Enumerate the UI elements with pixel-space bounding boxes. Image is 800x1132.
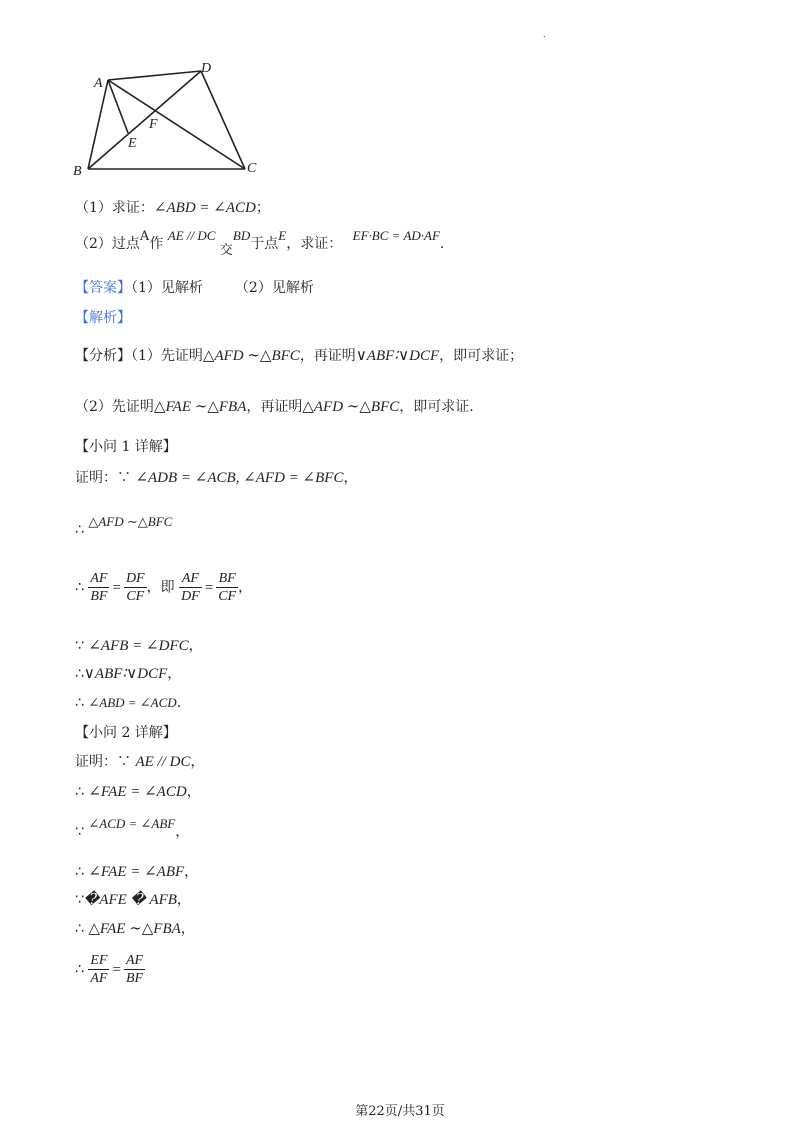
part2-l3-math: ∠ACD = ∠ABF: [88, 816, 176, 831]
fraction-af-bf-2: $\frac{AF}{BF}$: [125, 953, 144, 986]
part2-title: 【小问 2 详解】: [75, 725, 177, 741]
segment-bd: [88, 71, 201, 169]
part2-line-5: ∵�AFE � AFB，: [75, 892, 191, 908]
segment-ab: [88, 80, 108, 169]
q1-prefix: （1）求证：: [75, 200, 154, 216]
segment-ad: [108, 71, 201, 80]
part2-l1-math: AE // DC: [135, 754, 191, 770]
q2-qiuzheng: ，求证：: [286, 236, 343, 252]
part1-l2-math: △AFD ∼△BFC: [88, 514, 173, 529]
part2-line-2: ∴ ∠FAE = ∠ACD，: [75, 784, 201, 800]
part1-line-2: ∴ △AFD ∼△BFC: [75, 514, 173, 538]
q1-math: ∠ABD = ∠ACD: [153, 200, 256, 216]
label-e: E: [128, 136, 137, 151]
part2-line-6: ∴ △FAE ∼△FBA，: [75, 921, 195, 937]
fraction-bf-cf: $\frac{BF}{CF}$: [218, 571, 237, 604]
question-1: [75, 198, 270, 218]
label-b: B: [73, 164, 82, 179]
geometry-figure: [70, 55, 270, 185]
part2-line-1: 证明：∵ AE // DC，: [75, 754, 205, 770]
fraction-ef-af: $\frac{EF}{AF}$: [90, 953, 108, 986]
q2-yudian: 于点: [250, 236, 279, 252]
q1-suffix: ；: [255, 200, 270, 216]
q2-zuo: 作: [149, 236, 164, 252]
part1-l5-math: ∨ABF∶∨DCF: [83, 666, 168, 682]
analysis-1-math-2: ∨ABF∶∨DCF: [355, 348, 440, 364]
q2-e: E: [278, 228, 287, 243]
part2-l6-math: △FAE ∼△FBA: [88, 921, 181, 937]
fraction-af-bf: $\frac{AF}{BF}$: [90, 571, 108, 604]
analysis-line-1: 【分析】（1）先证明△AFD ∼△BFC，再证明∨ABF∶∨DCF，即可求证；: [75, 348, 524, 364]
analysis-1-math-1: △AFD ∼△BFC: [202, 348, 300, 364]
part2-line-7: ∴ $\frac{EF}{AF}$ = $\frac{AF}{BF}$: [75, 953, 144, 986]
answer-part-2: （2）见解析: [234, 280, 314, 296]
analysis-line-2: （2）先证明△FAE ∼△FBA，再证明△AFD ∼△BFC，即可求证.: [75, 399, 474, 415]
q2-jiao: 交: [219, 243, 233, 258]
analysis-2-math-2: △AFD ∼△BFC: [302, 399, 400, 415]
label-a: A: [94, 76, 103, 91]
part1-l4-math: ∠AFB = ∠DFC: [88, 638, 189, 654]
answer-part-1: （1）见解析: [131, 280, 203, 296]
q2-end: .: [439, 236, 445, 252]
part2-l2-math: ∠FAE = ∠ACD: [88, 784, 187, 800]
part1-l1-math: ∠ADB = ∠ACB, ∠AFD = ∠BFC: [135, 470, 344, 486]
label-c: C: [247, 161, 257, 176]
answer-tag: 【答案】: [75, 280, 131, 296]
jiexi-tag: 【解析】: [75, 310, 131, 326]
part1-line-1: 证明：∵ ∠ADB = ∠ACB, ∠AFD = ∠BFC，: [75, 470, 358, 486]
part2-l4-math: ∠FAE = ∠ABF: [88, 864, 185, 880]
q2-ae-dc: AE // DC: [167, 228, 216, 243]
part1-line-4: ∵ ∠AFB = ∠DFC，: [75, 638, 203, 654]
question-2: [75, 228, 445, 258]
corner-dot: .: [543, 30, 546, 39]
segment-ae: [108, 80, 128, 133]
fraction-af-df: $\frac{AF}{DF}$: [181, 571, 200, 604]
q2-prefix: （2）过点: [75, 236, 140, 252]
label-f: F: [149, 117, 158, 132]
part1-line-5: ∴∨ABF∶∨DCF，: [75, 666, 182, 682]
analysis-2-math-1: △FAE ∼△FBA: [153, 399, 247, 415]
part2-line-4: ∴ ∠FAE = ∠ABF，: [75, 864, 199, 880]
q2-bd: BD: [232, 228, 251, 243]
fraction-df-cf: $\frac{DF}{CF}$: [125, 571, 145, 604]
part1-line-3: ∴ $\frac{AF}{BF}$ = $\frac{DF}{CF}$ ，即 $\frac{AF}{DF}$ = $\frac{BF}{CF}$ ，: [75, 571, 253, 604]
part1-l6-math: ∠ABD = ∠ACD: [88, 695, 177, 710]
part2-l5-math: �AFE � AFB: [83, 892, 177, 908]
jiexi-line: [75, 308, 131, 328]
part2-line-3: ∵ ∠ACD = ∠ABF，: [75, 816, 190, 840]
label-d: D: [201, 61, 212, 76]
part1-line-6: ∴ ∠ABD = ∠ACD.: [75, 695, 182, 711]
q2-math: EF·BC = AD·AF: [352, 228, 440, 243]
page-footer: 第22页/共31页: [355, 1104, 445, 1119]
part1-title: 【小问 1 详解】: [75, 439, 177, 455]
q2-point-a: A: [139, 229, 150, 244]
answer-line: [75, 278, 314, 298]
